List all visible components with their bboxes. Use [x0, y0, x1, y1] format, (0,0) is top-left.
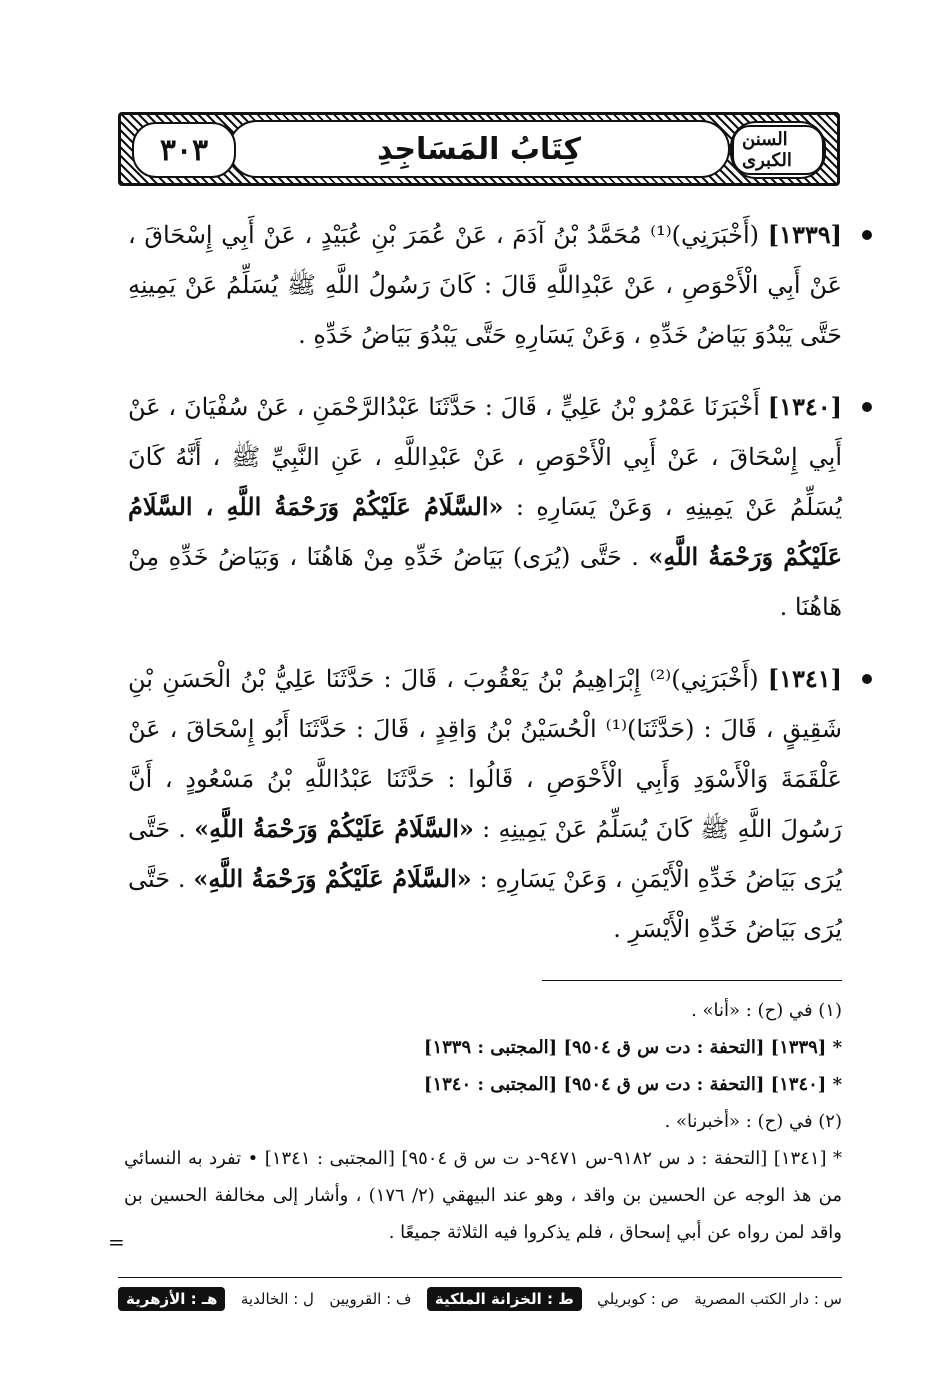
hadith-text: . حَتَّى يُرَى بَيَاضُ خَدِّهِ الْأَيْمَنِ ، وَعَنْ يَسَارِهِ :	[128, 815, 843, 893]
bullet-icon	[862, 230, 872, 240]
legend-item: س : دار الكتب المصرية	[694, 1290, 842, 1308]
hadith-1341	[128, 654, 842, 954]
hadith-text: . حَتَّى (يُرَى) بَيَاضُ خَدِّهِ مِنْ هَاهُنَا ، وَبَيَاضُ خَدِّهِ مِنْ هَاهُنَا .	[128, 543, 842, 621]
manuscript-legend	[118, 1287, 842, 1311]
hadith-number: [١٣٤٠]	[767, 392, 842, 421]
footnote-reference: * [١٣٤٠] [التحفة : دت س ق ٩٥٠٤] [المجتبى : ١٣٤٠]	[423, 1074, 842, 1095]
continuation-mark: =	[108, 1230, 125, 1254]
footnote: (١) في (ح) : «أنا» .	[691, 1000, 842, 1021]
footnotes	[124, 992, 842, 1251]
footnote-reference: * [١٣٤١] [التحفة : د س ٩١٨٢-س ٩٤٧١-د ت س ق ٩٥٠٤] [المجتبى : ١٣٤١] • تفرد به النسائي من هذ الوجه عن الحسين بن واقد ، وهو عند البيهقي (٢/ ١٧٦) ، وأشار إلى مخالفة الحسين بن واقد لمن رواه عن أبي إسحاق ، فلم يذكروا فيه الثلاثة جميعًا .	[124, 1148, 843, 1243]
hadith-text: (أَخْبَرَنِي)⁽¹⁾ مُحَمَّدُ بْنُ آدَمَ ، عَنْ عُمَرَ بْنِ عُبَيْدٍ ، عَنْ أَبِي إِسْحَاقَ ، عَنْ أَبِي الْأَحْوَصِ ، عَنْ عَبْدِاللَّهِ قَالَ : كَانَ رَسُولُ اللَّهِ ﷺ يُسَلِّمُ عَنْ يَمِينِهِ حَتَّى يَبْدُوَ بَيَاضُ خَدِّهِ ، وَعَنْ يَسَارِهِ حَتَّى يَبْدُوَ بَيَاضُ خَدِّهِ .	[128, 221, 842, 349]
legend-item: ف : القرويين	[329, 1290, 412, 1308]
legend-item: ص : كوبريلي	[597, 1290, 679, 1308]
hadith-number: [١٣٣٩]	[767, 220, 842, 249]
hadith-quote: «السَّلَامُ عَلَيْكُمْ وَرَحْمَةُ اللَّهِ»	[194, 814, 474, 843]
footnote-divider	[542, 980, 842, 981]
hadith-text: (أَخْبَرَنِي)⁽²⁾ إِبْرَاهِيمُ بْنُ يَعْقُوبَ ، قَالَ : حَدَّثَنَا عَلِيُّ بْنُ الْحَسَنِ بْنِ شَقِيقٍ ، قَالَ : (حَدَّثَنَا)⁽¹⁾ الْحُسَيْنُ بْنُ وَاقِدٍ ، قَالَ : حَدَّثَنَا أَبُو إِسْحَاقَ ، عَنْ عَلْقَمَةَ وَالْأَسْوَدِ وَأَبِي الْأَحْوَصِ ، قَالُوا : حَدَّثَنَا عَبْدُاللَّهِ بْنُ مَسْعُودٍ ، أَنَّ رَسُولَ اللَّهِ ﷺ كَانَ يُسَلِّمُ عَنْ يَمِينِهِ :	[128, 665, 843, 843]
legend-item-highlighted: ط : الخزانة الملكية	[427, 1287, 582, 1311]
hadith-number: [١٣٤١]	[767, 664, 842, 693]
legend-item: ل : الخالدية	[240, 1290, 314, 1308]
header-title-panel	[228, 120, 730, 178]
hadith-quote: «السَّلَامُ عَلَيْكُمْ وَرَحْمَةُ اللَّهِ ، السَّلَامُ عَلَيْكُمْ وَرَحْمَةُ اللَّهِ»	[128, 492, 843, 571]
hadith-text: . حَتَّى يُرَى بَيَاضُ خَدِّهِ الْأَيْسَرِ .	[128, 865, 842, 943]
publisher-logo	[730, 121, 826, 179]
page-header	[118, 112, 840, 186]
hadith-quote: «السَّلَامُ عَلَيْكُمْ وَرَحْمَةُ اللَّهِ»	[193, 864, 472, 893]
bullet-icon	[862, 402, 872, 412]
footnote: (٢) في (ح) : «أخبرنا» .	[664, 1111, 842, 1132]
legend-item-highlighted: هـ : الأزهرية	[118, 1287, 225, 1311]
bullet-icon	[862, 674, 872, 684]
hadith-text: أَخْبَرَنَا عَمْرُو بْنُ عَلِيٍّ ، قَالَ : حَدَّثَنَا عَبْدُالرَّحْمَنِ ، عَنْ سُفْيَانَ ، عَنْ أَبِي إِسْحَاقَ ، عَنْ أَبِي الْأَحْوَصِ ، عَنْ عَبْدِاللَّهِ ، عَنِ النَّبِيِّ ﷺ ، أَنَّهُ كَانَ يُسَلِّمُ عَنْ يَمِينِهِ ، وَعَنْ يَسَارِهِ :	[128, 393, 843, 521]
main-text	[128, 210, 842, 976]
page-number: ٣٠٣	[132, 122, 236, 178]
legend-divider	[118, 1277, 842, 1278]
book-title: كِتَابُ المَسَاجِدِ	[377, 131, 581, 167]
hadith-1340	[128, 382, 842, 632]
hadith-1339	[128, 210, 842, 360]
logo-text: السنن الكبرى	[732, 125, 824, 175]
footnote-reference: * [١٣٣٩] [التحفة : دت س ق ٩٥٠٤] [المجتبى : ١٣٣٩]	[423, 1037, 842, 1058]
